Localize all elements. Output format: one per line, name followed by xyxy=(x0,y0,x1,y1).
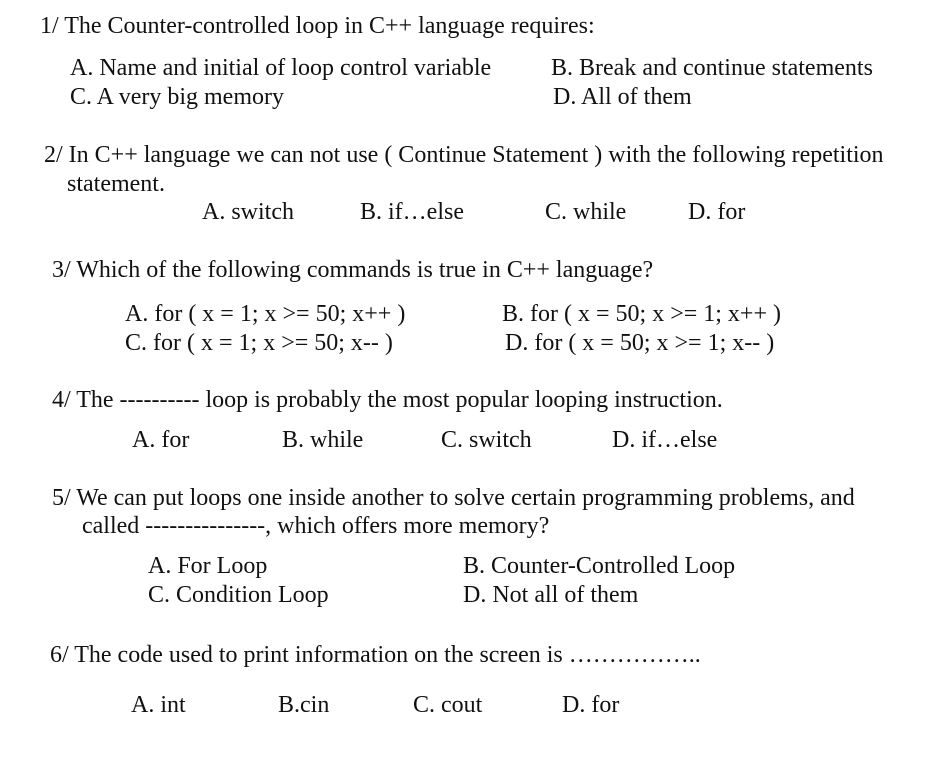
question-5-option-b: B. Counter-Controlled Loop xyxy=(463,553,736,579)
question-3-option-c: C. for ( x = 1; x >= 50; x-- ) xyxy=(125,330,393,356)
question-3-option-b: B. for ( x = 50; x >= 1; x++ ) xyxy=(502,301,781,327)
question-2-text-line1: 2/ In C++ language we can not use ( Continue Statement ) with the following repetition xyxy=(44,142,884,168)
question-3-text: 3/ Which of the following commands is true in C++ language? xyxy=(52,257,654,283)
question-4-option-d: D. if…else xyxy=(612,427,718,453)
question-4-option-a: A. for xyxy=(132,427,190,453)
question-6-option-c: C. cout xyxy=(413,692,483,718)
question-5-option-a: A. For Loop xyxy=(148,553,268,579)
question-6-option-d: D. for xyxy=(562,692,620,718)
question-6-option-b: B.cin xyxy=(278,692,330,718)
question-5-option-c: C. Condition Loop xyxy=(148,582,329,608)
question-3-option-a: A. for ( x = 1; x >= 50; x++ ) xyxy=(125,301,406,327)
question-1-option-c: C. A very big memory xyxy=(70,84,284,110)
question-4-text: 4/ The ---------- loop is probably the most popular looping instruction. xyxy=(52,387,723,413)
question-2-option-c: C. while xyxy=(545,199,627,225)
question-5-text-line1: 5/ We can put loops one inside another to solve certain programming problems, and xyxy=(52,485,855,511)
question-2-text-line2: statement. xyxy=(67,171,165,197)
question-2-option-b: B. if…else xyxy=(360,199,464,225)
question-2-option-a: A. switch xyxy=(202,199,294,225)
question-1-option-a: A. Name and initial of loop control variable xyxy=(70,55,492,81)
question-2-option-d: D. for xyxy=(688,199,746,225)
question-1-option-d: D. All of them xyxy=(553,84,692,110)
question-6-text: 6/ The code used to print information on the screen is …………….. xyxy=(50,642,701,668)
question-1-option-b: B. Break and continue statements xyxy=(551,55,873,81)
question-1-text: 1/ The Counter-controlled loop in C++ language requires: xyxy=(40,13,595,39)
question-3-option-d: D. for ( x = 50; x >= 1; x-- ) xyxy=(505,330,775,356)
question-4-option-c: C. switch xyxy=(441,427,532,453)
question-6-option-a: A. int xyxy=(131,692,186,718)
question-5-text-line2: called ---------------, which offers more memory? xyxy=(82,513,550,539)
question-4-option-b: B. while xyxy=(282,427,364,453)
question-5-option-d: D. Not all of them xyxy=(463,582,639,608)
